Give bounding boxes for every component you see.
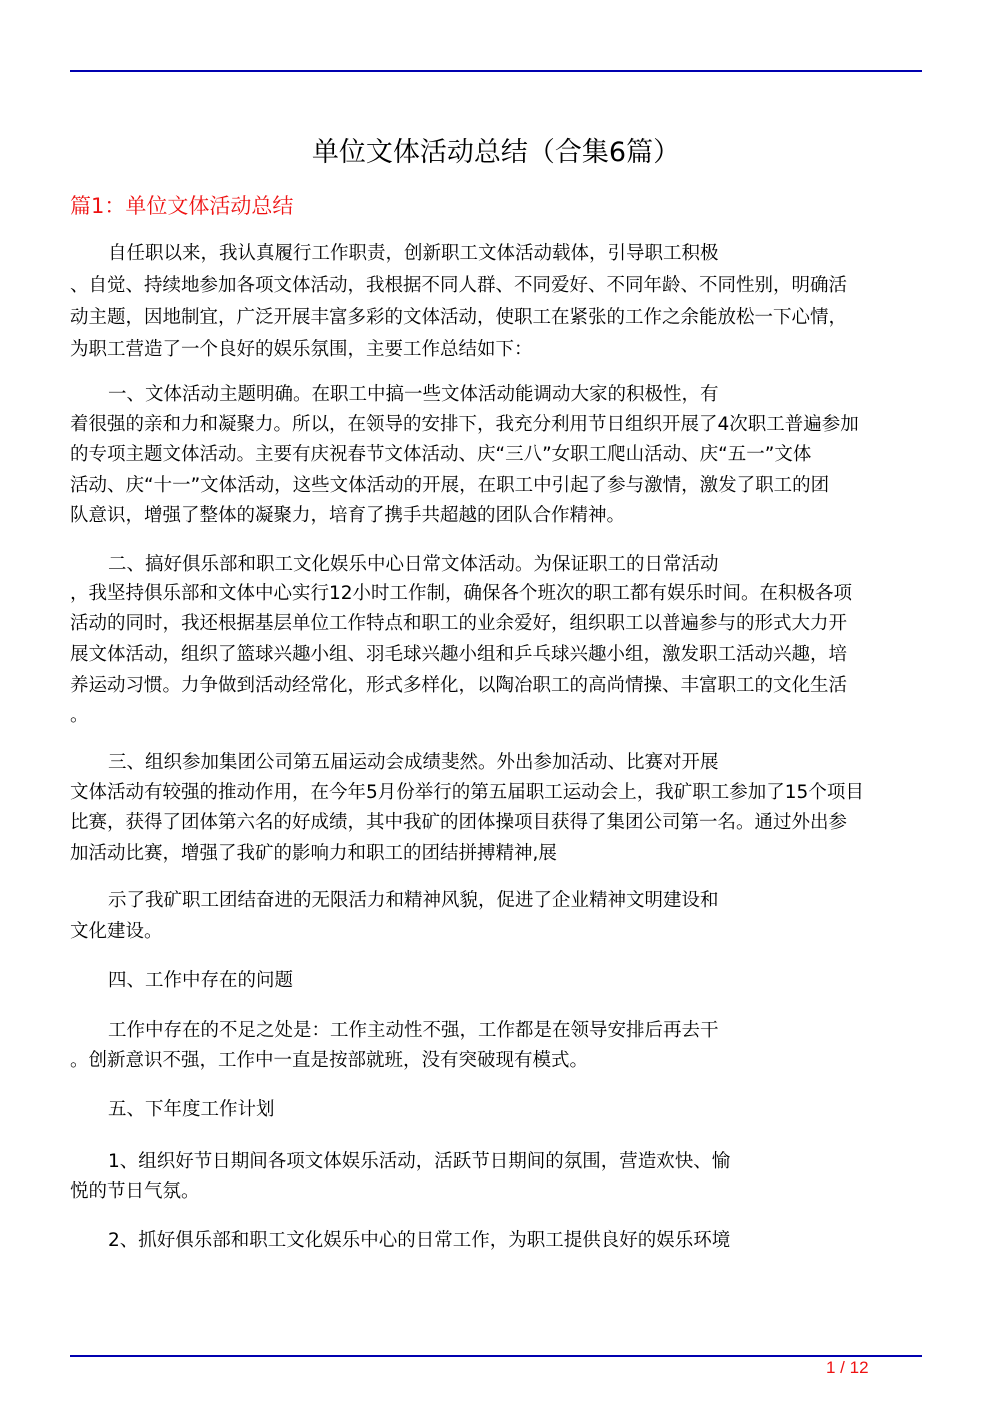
text-line: 。创新意识不强，工作中一直是按部就班，没有突破现有模式。 xyxy=(70,1050,589,1071)
text-line: 五、下年度工作计划 xyxy=(108,1099,275,1120)
text-line: 一、文体活动主题明确。在职工中搞一些文体活动能调动大家的积极性，有 xyxy=(108,384,719,405)
text-line: 二、搞好俱乐部和职工文化娱乐中心日常文体活动。为保证职工的日常活动 xyxy=(108,554,719,575)
text-line: 队意识，增强了整体的凝聚力，培育了携手共超越的团队合作精神。 xyxy=(70,505,626,526)
text-line: 着很强的亲和力和凝聚力。所以，在领导的安排下，我充分利用节日组织开展了4次职工普遍参加 xyxy=(70,414,859,435)
text-line: 文体活动有较强的推动作用，在今年5月份举行的第五届职工运动会上，我矿职工参加了15个项目 xyxy=(70,782,864,803)
section-heading: 篇1：单位文体活动总结 xyxy=(70,194,294,218)
text-line: 文化建设。 xyxy=(70,921,163,942)
text-line: 加活动比赛，增强了我矿的影响力和职工的团结拼搏精神,展 xyxy=(70,843,557,864)
text-line: 活动、庆“十一”文体活动，这些文体活动的开展，在职工中引起了参与激情，激发了职工的团 xyxy=(70,475,830,496)
header-rule xyxy=(70,70,922,72)
text-line: 2、抓好俱乐部和职工文化娱乐中心的日常工作，为职工提供良好的娱乐环境 xyxy=(108,1230,731,1251)
footer-rule xyxy=(70,1355,922,1357)
text-line: 为职工营造了一个良好的娱乐氛围，主要工作总结如下： xyxy=(70,339,533,360)
text-line: 。 xyxy=(70,705,89,726)
text-line: 三、组织参加集团公司第五届运动会成绩斐然。外出参加活动、比赛对开展 xyxy=(108,752,719,773)
text-line: 比赛，获得了团体第六名的好成绩，其中我矿的团体操项目获得了集团公司第一名。通过外出参 xyxy=(70,812,848,833)
text-line: 、自觉、持续地参加各项文体活动，我根据不同人群、不同爱好、不同年龄、不同性别，明确活 xyxy=(70,275,848,296)
page-indicator: 1 / 12 xyxy=(826,1358,869,1377)
text-line: 悦的节日气氛。 xyxy=(70,1181,200,1202)
text-line: 养运动习惯。力争做到活动经常化，形式多样化，以陶冶职工的高尚情操、丰富职工的文化生活 xyxy=(70,675,848,696)
text-line: 自任职以来，我认真履行工作职责，创新职工文体活动载体，引导职工积极 xyxy=(108,243,719,264)
text-line: 1、组织好节日期间各项文体娱乐活动，活跃节日期间的氛围，营造欢快、愉 xyxy=(108,1151,731,1172)
text-line: 展文体活动，组织了篮球兴趣小组、羽毛球兴趣小组和乒乓球兴趣小组，激发职工活动兴趣，培 xyxy=(70,644,848,665)
document-title: 单位文体活动总结（合集6篇） xyxy=(311,137,681,168)
text-line: 示了我矿职工团结奋进的无限活力和精神风貌，促进了企业精神文明建设和 xyxy=(108,890,719,911)
text-line: 的专项主题文体活动。主要有庆祝春节文体活动、庆“三八”女职工爬山活动、庆“五一”文体 xyxy=(70,444,812,465)
text-line: 活动的同时，我还根据基层单位工作特点和职工的业余爱好，组织职工以普遍参与的形式大力开 xyxy=(70,613,848,634)
text-line: ，我坚持俱乐部和文体中心实行12小时工作制，确保各个班次的职工都有娱乐时间。在积极各项 xyxy=(70,583,853,604)
text-line: 动主题，因地制宜，广泛开展丰富多彩的文体活动，使职工在紧张的工作之余能放松一下心情， xyxy=(70,307,848,328)
text-line: 工作中存在的不足之处是：工作主动性不强，工作都是在领导安排后再去干 xyxy=(108,1020,719,1041)
text-line: 四、工作中存在的问题 xyxy=(108,970,294,991)
